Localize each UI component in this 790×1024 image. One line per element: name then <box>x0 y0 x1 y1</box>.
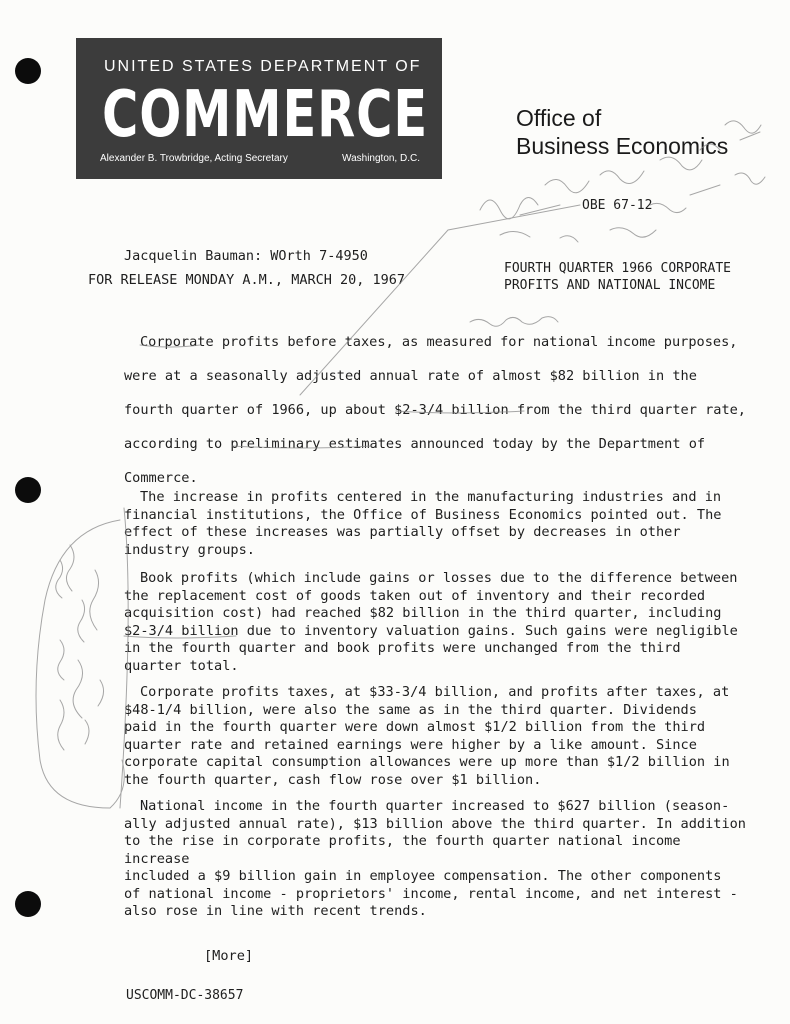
paragraph-line: included a $9 billion gain in employee compensation. The other components <box>124 868 722 884</box>
paragraph-line: effect of these increases was partially offset by decreases in other <box>124 524 681 540</box>
paragraph-4 <box>124 684 754 789</box>
document-code: USCOMM-DC-38657 <box>126 988 244 1003</box>
paragraph-line: quarter rate and retained earnings were higher by a like amount. Since <box>124 736 697 753</box>
letterhead-commerce: COMMERCE <box>102 78 429 152</box>
binder-hole <box>15 477 41 503</box>
paragraph-5 <box>124 798 754 921</box>
paragraph-line: Corporate profits taxes, at $33-3/4 billion, and profits after taxes, at <box>140 684 730 700</box>
subject-line2: PROFITS AND NATIONAL INCOME <box>504 278 716 293</box>
office-line1: Office of <box>516 105 602 131</box>
pencil-enclosure <box>36 520 124 808</box>
paragraph-line: the replacement cost of goods taken out of inventory and their recorded <box>124 587 706 604</box>
paragraph-line: industry groups. <box>124 541 255 558</box>
paragraph-line: financial institutions, the Office of Business Economics pointed out. The <box>124 506 722 523</box>
commerce-letterhead <box>76 38 442 179</box>
paragraph-line: according to preliminary estimates announced today by the Department of <box>124 436 706 452</box>
paragraph-line: acquisition cost) had reached $82 billion in the third quarter, including <box>124 605 722 621</box>
binder-hole <box>15 891 41 917</box>
office-title <box>516 104 728 160</box>
release-date-line: FOR RELEASE MONDAY A.M., MARCH 20, 1967 <box>88 272 405 288</box>
paragraph-line: Commerce. <box>124 470 198 486</box>
paragraph-line: to the rise in corporate profits, the fourth quarter national income increase <box>124 833 681 867</box>
paragraph-line: ally adjusted annual rate), $13 billion above the third quarter. In addition <box>124 815 746 832</box>
paragraph-line: also rose in line with recent trends. <box>124 903 427 919</box>
paragraph-line: The increase in profits centered in the manufacturing industries and in <box>140 489 722 505</box>
paragraph-line: in the fourth quarter and book profits were unchanged from the third <box>124 640 681 656</box>
letterhead-department: UNITED STATES DEPARTMENT OF <box>104 58 422 75</box>
paragraph-line: fourth quarter of 1966, up about $2-3/4 billion from the third quarter rate, <box>124 402 746 418</box>
letterhead-secretary: Alexander B. Trowbridge, Acting Secretary <box>100 153 288 164</box>
subject-line1: FOURTH QUARTER 1966 CORPORATE <box>504 261 731 276</box>
paragraph-line: quarter total. <box>124 657 239 674</box>
paragraph-line: $48-1/4 billion, were also the same as in the third quarter. Dividends <box>124 701 697 718</box>
contact-line: Jacquelin Bauman: WOrth 7-4950 <box>124 248 368 264</box>
more-marker: [More] <box>204 948 254 964</box>
subject-heading <box>504 260 754 294</box>
paragraph-line: paid in the fourth quarter were down almost $1/2 billion from the third <box>124 719 706 735</box>
paragraph-line: $2-3/4 billion due to inventory valuation gains. Such gains were negligible <box>124 622 738 639</box>
paragraph-line: corporate capital consumption allowances were up more than $1/2 billion in <box>124 754 730 770</box>
paragraph-line: Corporate profits before taxes, as measured for national income purposes, <box>140 334 738 350</box>
binder-hole <box>15 58 41 84</box>
release-number: OBE 67-12 <box>582 198 653 213</box>
paragraph-line: National income in the fourth quarter increased to $627 billion (season- <box>140 798 730 814</box>
pencil-margin-scribble <box>56 545 104 750</box>
paragraph-line: the fourth quarter, cash flow rose over $1 billion. <box>124 771 542 788</box>
paragraph-1 <box>124 325 754 495</box>
paragraph-2 <box>124 489 754 559</box>
letterhead-location: Washington, D.C. <box>342 153 420 164</box>
paragraph-line: were at a seasonally adjusted annual rate of almost $82 billion in the <box>124 368 697 384</box>
paragraph-line: of national income - proprietors' income, rental income, and net interest - <box>124 885 738 902</box>
paragraph-3 <box>124 570 754 675</box>
office-line2: Business Economics <box>516 133 729 159</box>
paragraph-line: Book profits (which include gains or losses due to the difference between <box>140 570 738 586</box>
